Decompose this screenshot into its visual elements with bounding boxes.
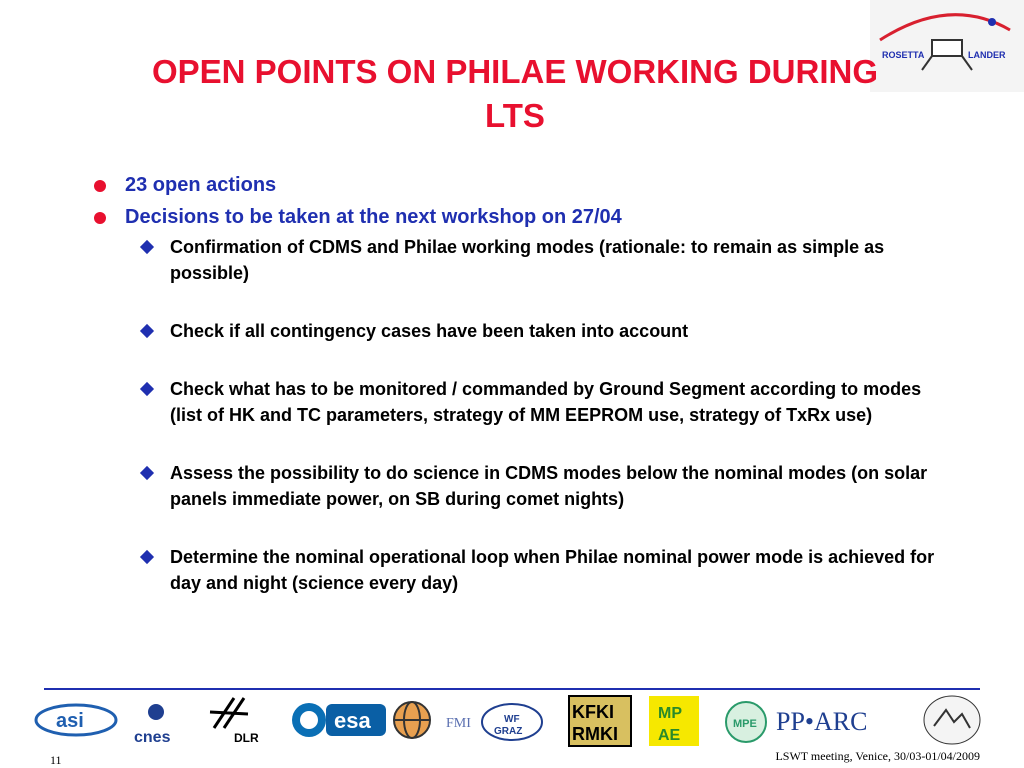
kfki-rmki-logo — [569, 696, 631, 746]
subbullet-text: Check if all contingency cases have been taken into account — [170, 321, 689, 341]
fmi-logo — [446, 716, 471, 731]
subbullet-text: Check what has to be monitored / commanded by Ground Segment according to modes (list of HK and TC parameters, strategy of MM EEPROM use, strategy of TxRx use) — [170, 379, 922, 425]
partner-logos — [34, 692, 984, 748]
red-dot-bullet-icon — [94, 180, 106, 192]
subbullet-confirmation — [138, 234, 952, 286]
red-dot-bullet-icon — [94, 212, 106, 224]
wf-graz-logo — [482, 704, 542, 740]
subbullet-text: Confirmation of CDMS and Philae working modes (rationale: to remain as simple as possible) — [170, 237, 885, 283]
svg-text:esa: esa — [334, 708, 371, 733]
subbullet-monitoring — [138, 376, 952, 428]
diamond-bullet-icon — [140, 550, 154, 564]
diamond-bullet-icon — [140, 466, 154, 480]
bullet-open-actions — [92, 170, 952, 200]
footer-meeting-text: LSWT meeting, Venice, 30/03-01/04/2009 — [775, 749, 980, 763]
diamond-bullet-icon — [140, 240, 154, 254]
mpae-logo — [649, 696, 699, 746]
svg-text:MPE: MPE — [733, 718, 757, 730]
subbullet-operational-loop — [138, 544, 952, 596]
bullet-text: Decisions to be taken at the next workshop on 27/04 — [125, 206, 622, 228]
bullet-text: 23 open actions — [125, 174, 277, 196]
globe-logo — [394, 702, 430, 738]
svg-text:cnes: cnes — [134, 729, 171, 746]
svg-text:FMI: FMI — [446, 716, 471, 731]
subbullet-science — [138, 460, 952, 512]
svg-text:RMKI: RMKI — [572, 724, 618, 744]
diamond-bullet-icon — [140, 382, 154, 396]
subbullet-text: Assess the possibility to do science in CDMS modes below the nominal modes (on solar panels immediate power, on SB during comet nights) — [170, 463, 928, 509]
svg-text:MP: MP — [658, 705, 682, 722]
svg-text:WF: WF — [504, 714, 520, 725]
pparc-logo — [776, 707, 867, 736]
slide-title: OPEN POINTS ON PHILAE WORKING DURING LTS — [151, 53, 879, 134]
asi-logo — [36, 705, 116, 735]
svg-text:asi: asi — [56, 710, 84, 732]
svg-text:GRAZ: GRAZ — [494, 726, 523, 737]
svg-text:PP•ARC: PP•ARC — [776, 707, 868, 736]
logo-label-rosetta: ROSETTA — [882, 50, 925, 60]
svg-text:AE: AE — [658, 727, 681, 744]
diamond-bullet-icon — [140, 324, 154, 338]
subbullet-text: Determine the nominal operational loop when Philae nominal power mode is achieved for day and night (science every day) — [170, 547, 935, 593]
bullet-decisions — [92, 202, 952, 232]
footer-divider — [44, 688, 980, 690]
logo-label-lander: LANDER — [968, 50, 1006, 60]
esa-logo — [292, 703, 386, 737]
svg-text:KFKI: KFKI — [572, 702, 614, 722]
space-technology-ireland-logo — [924, 696, 980, 744]
dlr-logo — [210, 698, 259, 745]
svg-text:DLR: DLR — [234, 731, 259, 745]
page-number: 11 — [50, 753, 62, 767]
subbullet-contingency — [138, 318, 952, 344]
mpe-logo — [726, 702, 766, 742]
slide-content — [92, 170, 952, 596]
cnes-logo — [134, 704, 171, 746]
